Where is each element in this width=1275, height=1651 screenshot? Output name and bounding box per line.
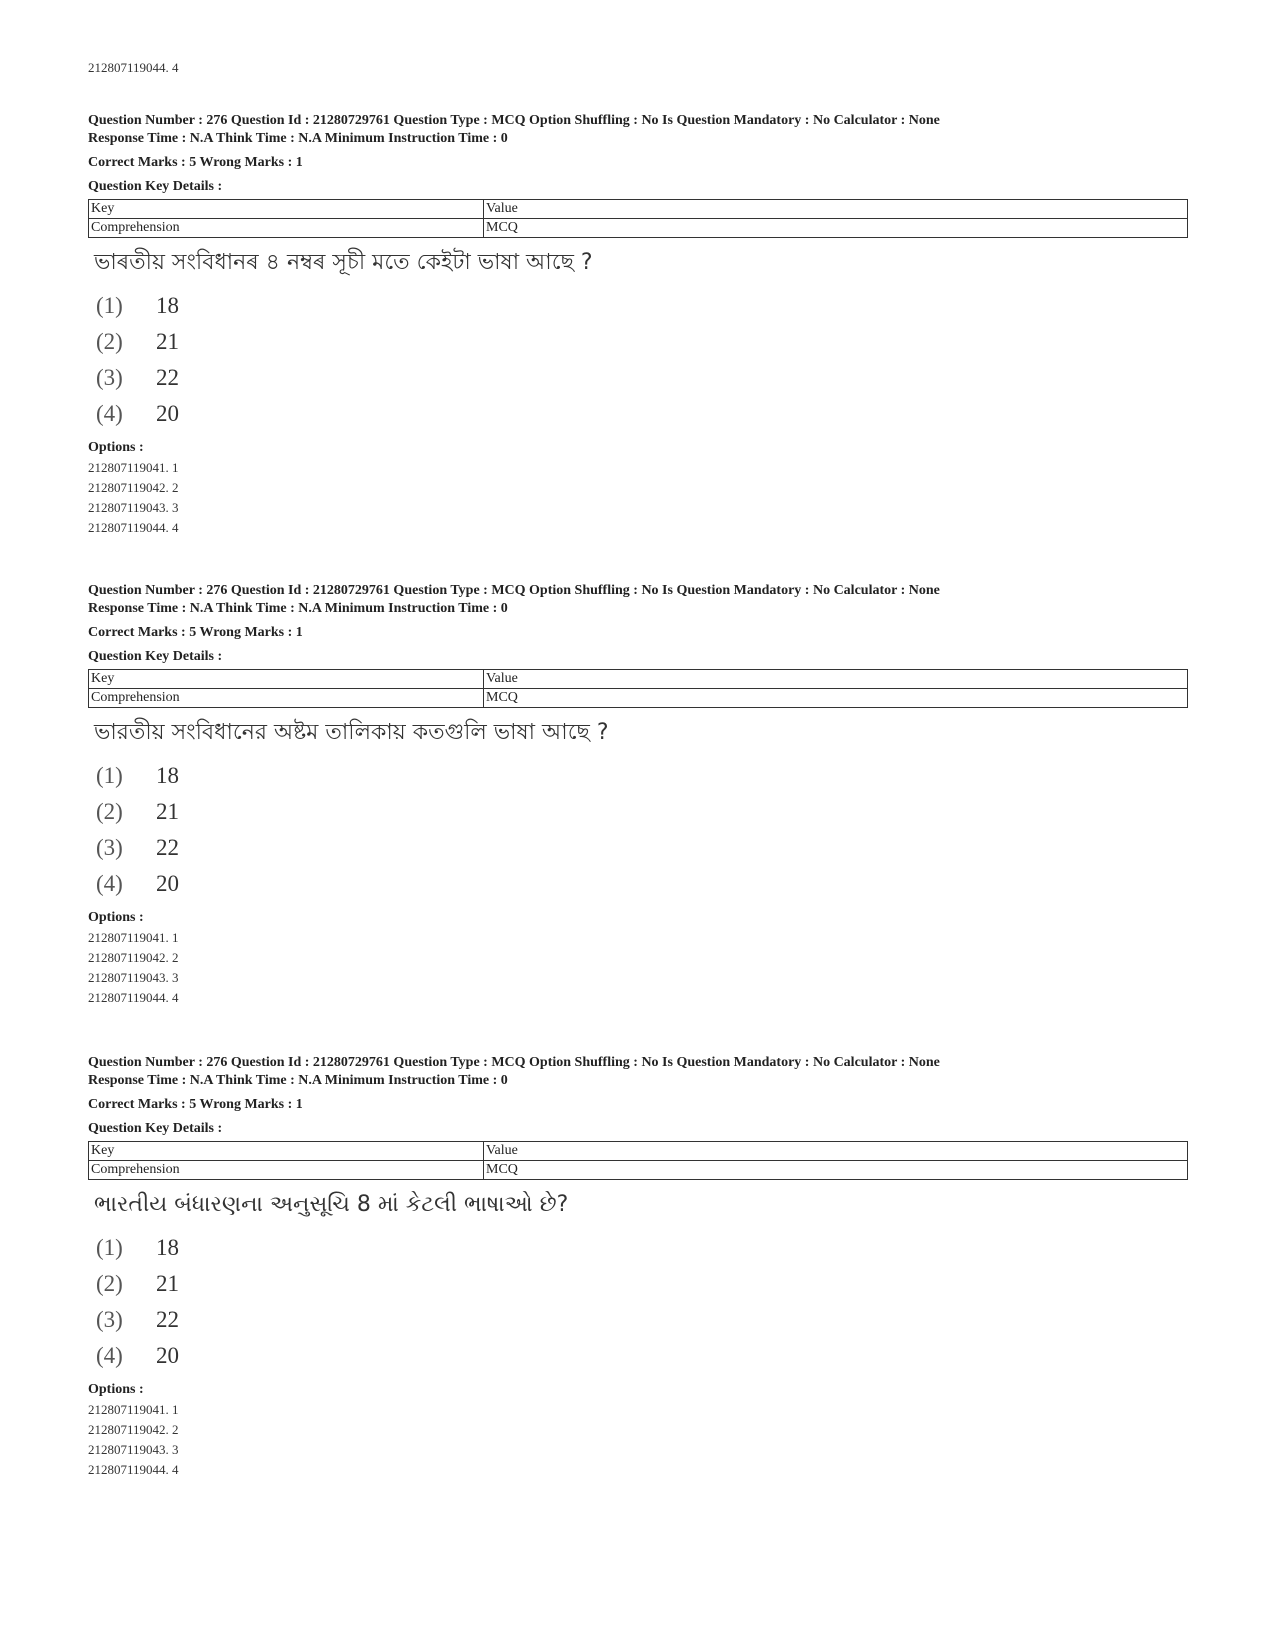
answer-options — [96, 758, 1188, 902]
option-value: 22 — [156, 365, 179, 390]
option-id: 212807119044. 4 — [88, 520, 179, 535]
key-details-table — [88, 669, 1188, 708]
option-number: (2) — [96, 799, 123, 824]
option-id: 212807119044. 4 — [88, 1462, 179, 1477]
option-number: (3) — [96, 835, 123, 860]
question-meta-line: Question Number : 276 Question Id : 21280729761 Question Type : MCQ Option Shuffling : No Is Question Mandatory : No Calculator : None — [88, 583, 940, 598]
question-timing-line: Response Time : N.A Think Time : N.A Minimum Instruction Time : 0 — [88, 1073, 508, 1088]
option-id: 212807119041. 1 — [88, 460, 179, 475]
option-id: 212807119044. 4 — [88, 990, 179, 1005]
option-id: 212807119042. 2 — [88, 950, 179, 965]
option-number: (2) — [96, 1271, 123, 1296]
question-block — [88, 1054, 1188, 1480]
table-cell: Key — [89, 200, 484, 219]
option-value: 18 — [156, 293, 179, 318]
option-value: 21 — [156, 329, 179, 354]
table-cell: Value — [484, 200, 1188, 219]
question-text: ভারতীয় সংবিধানের অষ্টম তালিকায় কতগুলি ভাষা আছে ? — [94, 720, 609, 745]
answer-option — [96, 1338, 1188, 1374]
option-number: (1) — [96, 1235, 123, 1260]
option-number: (4) — [96, 401, 123, 426]
question-block — [88, 582, 1188, 1008]
option-value: 18 — [156, 1235, 179, 1260]
question-text: ભારતીય બંધારણના અનુસૂચિ 8 માં કેટલી ભાષાઓ છે? — [94, 1192, 569, 1217]
table-cell: MCQ — [484, 689, 1188, 708]
option-id: 212807119042. 2 — [88, 1422, 179, 1437]
table-cell: Comprehension — [89, 219, 484, 238]
marks-line: Correct Marks : 5 Wrong Marks : 1 — [88, 625, 303, 640]
table-cell: MCQ — [484, 219, 1188, 238]
option-number: (4) — [96, 871, 123, 896]
table-row — [89, 689, 1188, 708]
question-meta-line: Question Number : 276 Question Id : 21280729761 Question Type : MCQ Option Shuffling : No Is Question Mandatory : No Calculator : None — [88, 113, 940, 128]
header-option-id: 212807119044. 4 — [88, 60, 179, 75]
option-id: 212807119043. 3 — [88, 970, 179, 985]
options-label: Options : — [88, 440, 144, 455]
table-cell: Value — [484, 1142, 1188, 1161]
options-label: Options : — [88, 910, 144, 925]
table-cell: MCQ — [484, 1161, 1188, 1180]
table-row — [89, 219, 1188, 238]
option-value: 22 — [156, 1307, 179, 1332]
option-value: 22 — [156, 835, 179, 860]
option-value: 20 — [156, 871, 179, 896]
option-id: 212807119041. 1 — [88, 1402, 179, 1417]
question-meta — [88, 1054, 1188, 1090]
marks-line: Correct Marks : 5 Wrong Marks : 1 — [88, 1097, 303, 1112]
table-cell: Key — [89, 670, 484, 689]
table-row — [89, 670, 1188, 689]
answer-option — [96, 758, 1188, 794]
answer-option — [96, 396, 1188, 432]
option-id: 212807119043. 3 — [88, 1442, 179, 1457]
option-value: 20 — [156, 401, 179, 426]
table-row — [89, 1142, 1188, 1161]
table-row — [89, 1161, 1188, 1180]
key-details-label: Question Key Details : — [88, 179, 223, 194]
question-timing-line: Response Time : N.A Think Time : N.A Minimum Instruction Time : 0 — [88, 131, 508, 146]
answer-option — [96, 1266, 1188, 1302]
answer-options — [96, 288, 1188, 432]
option-id: 212807119042. 2 — [88, 480, 179, 495]
key-details-label: Question Key Details : — [88, 1121, 223, 1136]
table-cell: Value — [484, 670, 1188, 689]
option-number: (3) — [96, 1307, 123, 1332]
option-id: 212807119041. 1 — [88, 930, 179, 945]
question-text: ভাৰতীয় সংবিধানৰ ৪ নম্বৰ সূচী মতে কেইটা ভাষা আছে ? — [94, 250, 593, 275]
option-value: 21 — [156, 1271, 179, 1296]
answer-option — [96, 794, 1188, 830]
answer-option — [96, 288, 1188, 324]
table-row — [89, 200, 1188, 219]
question-timing-line: Response Time : N.A Think Time : N.A Minimum Instruction Time : 0 — [88, 601, 508, 616]
table-cell: Comprehension — [89, 1161, 484, 1180]
key-details-table — [88, 1141, 1188, 1180]
options-label: Options : — [88, 1382, 144, 1397]
option-number: (2) — [96, 329, 123, 354]
option-number: (3) — [96, 365, 123, 390]
option-value: 21 — [156, 799, 179, 824]
answer-option — [96, 1230, 1188, 1266]
answer-option — [96, 360, 1188, 396]
option-id: 212807119043. 3 — [88, 500, 179, 515]
answer-option — [96, 830, 1188, 866]
option-value: 18 — [156, 763, 179, 788]
answer-option — [96, 1302, 1188, 1338]
key-details-label: Question Key Details : — [88, 649, 223, 664]
answer-options — [96, 1230, 1188, 1374]
key-details-table — [88, 199, 1188, 238]
question-meta — [88, 582, 1188, 618]
answer-option — [96, 866, 1188, 902]
option-number: (1) — [96, 763, 123, 788]
question-meta-line: Question Number : 276 Question Id : 21280729761 Question Type : MCQ Option Shuffling : No Is Question Mandatory : No Calculator : None — [88, 1055, 940, 1070]
question-meta — [88, 112, 1188, 148]
answer-option — [96, 324, 1188, 360]
option-number: (4) — [96, 1343, 123, 1368]
marks-line: Correct Marks : 5 Wrong Marks : 1 — [88, 155, 303, 170]
table-cell: Comprehension — [89, 689, 484, 708]
option-number: (1) — [96, 293, 123, 318]
question-block — [88, 112, 1188, 538]
table-cell: Key — [89, 1142, 484, 1161]
option-value: 20 — [156, 1343, 179, 1368]
